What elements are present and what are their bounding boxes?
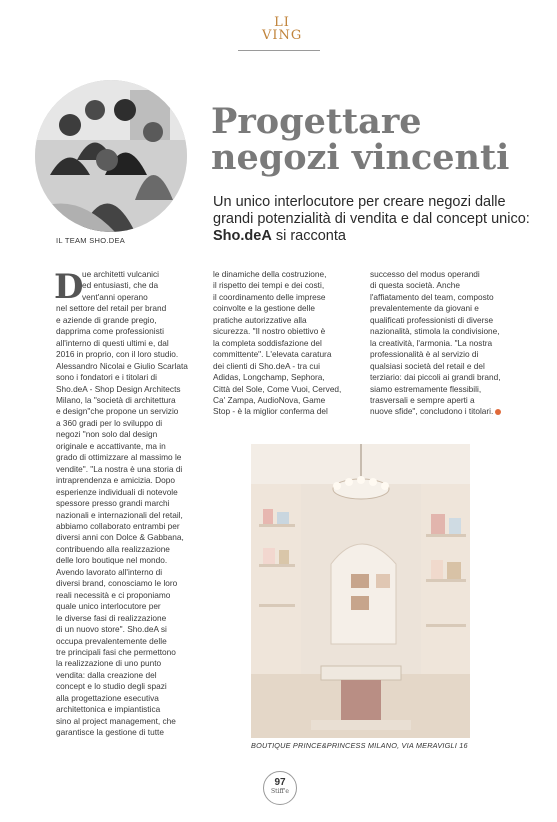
body-column-3-text: successo del modus operandi di questa società. Anche l'affiatamento del team, composto prevalentemente da giovani e qualificati professionisti di diverse nazionalità, stimola la condivisione, la creatività, l'armonia. "La nostra professionalità è al servizio di qualsiasi società del retail e del terziario: dai piccoli ai grandi brand, siamo estremamente flessibili, trasversali e sempre aperti a nuove sfide", concludono i titolari. xyxy=(370,269,501,417)
page-number: 97 xyxy=(274,777,286,788)
body-column-1-line: 2016 in proprio, con il loro studio. xyxy=(56,349,179,360)
body-column-1-line: Milano, la "società di architettura xyxy=(56,394,176,405)
body-column-1-line: negozi "non solo dal design xyxy=(56,429,158,440)
dropcap: D xyxy=(54,267,84,307)
body-column-1-line: nazionali e internazionali del retail, xyxy=(56,509,183,520)
body-column-1-line: reali necessità e ci proponiamo xyxy=(56,589,171,600)
body-column-1-line: e aziende di grande pregio, xyxy=(56,314,157,325)
body-column-1-line: vent'anni operano xyxy=(82,291,148,302)
body-column-1-line: ed entusiasti, che da xyxy=(82,280,159,291)
section-logo-line1: LI xyxy=(274,15,290,30)
body-column-1-line: di un nuovo store". Sho.deA si xyxy=(56,624,167,635)
team-photo xyxy=(35,80,187,232)
logo-divider xyxy=(238,50,320,51)
body-column-1-line: diversi brand, conosciamo le loro xyxy=(56,578,178,589)
section-logo-line2: VING xyxy=(262,28,303,43)
body-column-1-line: delle loro boutique nel mondo. xyxy=(56,555,168,566)
body-column-1-text xyxy=(56,269,196,739)
body-column-1-line: architettonica e impiantistica xyxy=(56,704,161,715)
body-column-1-line: alla progettazione esecutiva xyxy=(56,692,159,703)
body-column-1-line: tre principali fasi che permettono xyxy=(56,646,176,657)
body-column-1-line: ue architetti vulcanici xyxy=(82,269,160,279)
dek-brand: Sho.deA xyxy=(213,228,272,244)
page-number-badge xyxy=(263,771,297,805)
body-column-1-line: intraprendenza e amicizia. Dopo xyxy=(56,475,175,486)
body-column-1-line: diversi anni con Dolce & Gabbana, xyxy=(56,532,184,543)
body-column-1-line: spessore presso grandi marchi xyxy=(56,498,170,509)
body-column-1-line: la realizzazione di uno punto xyxy=(56,658,162,669)
body-column-1-line: contribuendo alla realizzazione xyxy=(56,543,170,554)
body-column-1-line: concept e lo studio degli spazi xyxy=(56,681,167,692)
dek-text: Un unico interlocutore per creare negozi dalle grandi potenzialità di vendita e dal concept unico: xyxy=(213,194,530,227)
section-logo xyxy=(262,16,302,42)
body-column-1-line: dapprima come professionisti xyxy=(56,326,164,337)
body-column-1-line: all'interno di questi ultimi e, dal xyxy=(56,337,169,348)
body-column-1-line: vendita: dalla creazione del xyxy=(56,669,157,680)
boutique-photo-illustration xyxy=(251,444,470,738)
body-column-1-line: abbiamo collaborato entrambi per xyxy=(56,520,180,531)
magazine-name: Stiff'e xyxy=(271,788,289,795)
body-column-2: le dinamiche della costruzione, il rispetto dei tempi e dei costi, il coordinamento delle imprese coinvolte e la gestione delle pratiche autorizzative alla sicurezza. "Il nostro obiettivo è la completa soddisfazione del committente". L'elevata caratura dei clienti di Sho.deA - tra cui Adidas, Longchamp, Sephora, Città del Sole, Come Vuoi, Cerved, Ca' Zampa, AudioNova, Game Stop - è la miglior conferma del xyxy=(213,269,342,417)
headline: Progettare negozi vincenti xyxy=(211,101,510,178)
body-column-1-line: grado di ottimizzare al massimo le xyxy=(56,452,182,463)
dek xyxy=(213,194,533,245)
body-column-1-line: sono i fondatori e i titolari di xyxy=(56,372,158,383)
end-of-article-mark xyxy=(495,409,501,415)
body-column-1-line: vendite". "La nostra è una storia di xyxy=(56,463,183,474)
body-column-1 xyxy=(56,269,196,739)
body-column-1-line: garantisce la gestione di tutte xyxy=(56,727,164,738)
body-column-3 xyxy=(370,269,520,418)
team-caption: IL TEAM SHO.DEA xyxy=(56,236,126,245)
body-column-1-line: le diverse fasi di realizzazione xyxy=(56,612,167,623)
body-column-1-line: quale unico interlocutore per xyxy=(56,601,161,612)
body-column-1-line: esperienze individuali di notevole xyxy=(56,486,178,497)
body-column-1-line: Avendo lavorato all'interno di xyxy=(56,566,163,577)
body-column-1-line: originale e accattivante, ma in xyxy=(56,440,166,451)
body-column-1-line: sino al project management, che xyxy=(56,715,176,726)
body-column-1-line: nel settore del retail per brand xyxy=(56,303,167,314)
body-column-1-line: Sho.deA - Shop Design Architects xyxy=(56,383,181,394)
team-photo-illustration xyxy=(35,80,187,232)
body-column-1-line: e design"che propone un servizio xyxy=(56,406,179,417)
body-column-1-line: Alessandro Nicolai e Giulio Scarlata xyxy=(56,360,188,371)
boutique-caption: BOUTIQUE PRINCE&PRINCESS MILANO, VIA MERAVIGLI 16 xyxy=(251,741,468,750)
body-column-1-line: a 360 gradi per lo sviluppo di xyxy=(56,417,163,428)
dek-tail: si racconta xyxy=(275,228,346,244)
body-column-1-line: occupa prevalentemente delle xyxy=(56,635,167,646)
boutique-photo xyxy=(251,444,470,738)
